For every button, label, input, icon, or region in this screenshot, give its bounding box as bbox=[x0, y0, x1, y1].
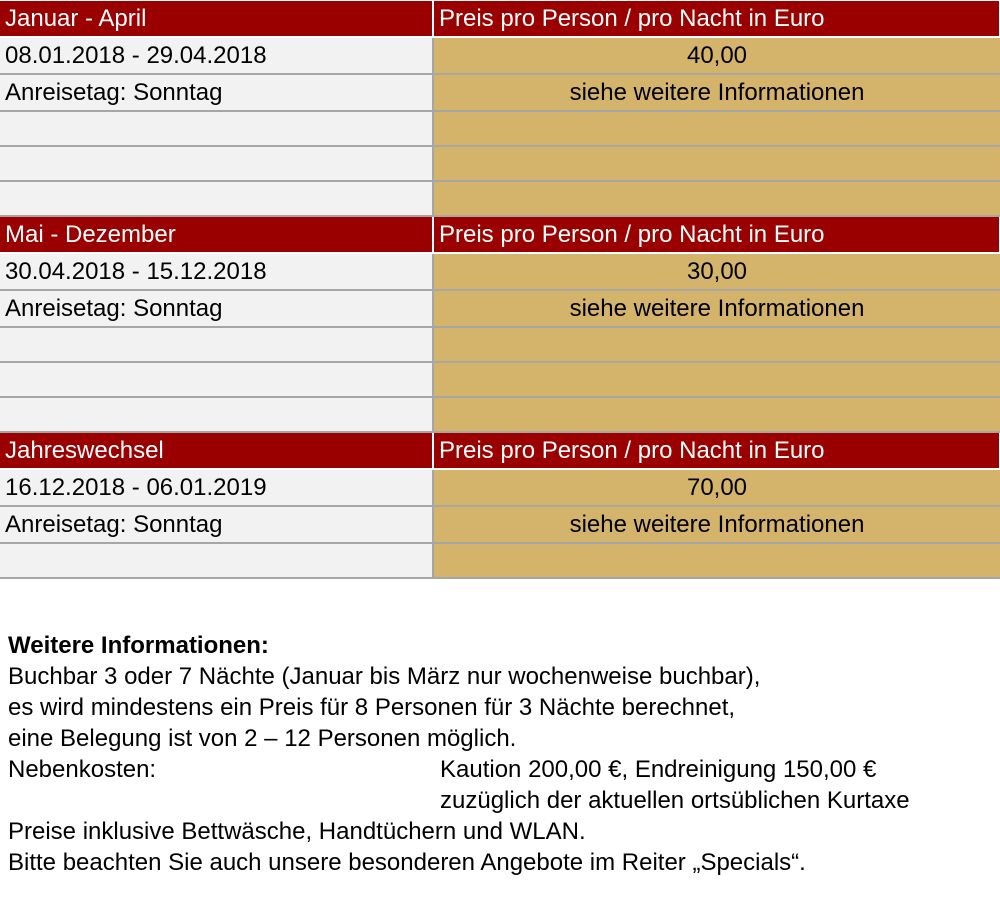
extra-costs-row bbox=[8, 785, 988, 816]
info-line: eine Belegung ist von 2 – 12 Personen möglich. bbox=[8, 725, 517, 752]
info-heading: Weitere Informationen: bbox=[8, 632, 269, 659]
table-row bbox=[0, 111, 1000, 146]
arrival-day-cell: Anreisetag: Sonntag bbox=[0, 506, 433, 543]
empty-cell bbox=[0, 181, 433, 216]
empty-cell bbox=[0, 146, 433, 181]
info-reference-cell: siehe weitere Informationen bbox=[433, 290, 1000, 327]
price-cell: 70,00 bbox=[433, 469, 1000, 506]
empty-cell bbox=[0, 362, 433, 397]
empty-cell bbox=[433, 181, 1000, 216]
empty-cell bbox=[0, 327, 433, 362]
section-title: Mai - Dezember bbox=[0, 216, 433, 253]
additional-info bbox=[8, 630, 988, 878]
info-line: Preise inklusive Bettwäsche, Handtüchern und WLAN. bbox=[8, 818, 586, 845]
price-cell: 30,00 bbox=[433, 253, 1000, 290]
empty-cell bbox=[0, 397, 433, 432]
table-row bbox=[0, 543, 1000, 578]
section-title: Januar - April bbox=[0, 1, 433, 38]
empty-cell bbox=[433, 362, 1000, 397]
date-range-cell: 16.12.2018 - 06.01.2019 bbox=[0, 469, 433, 506]
info-reference-cell: siehe weitere Informationen bbox=[433, 506, 1000, 543]
section-title: Jahreswechsel bbox=[0, 432, 433, 469]
empty-cell bbox=[433, 146, 1000, 181]
section-header-row bbox=[0, 432, 1000, 469]
info-line: Bitte beachten Sie auch unsere besonderen Angebote im Reiter „Specials“. bbox=[8, 849, 806, 876]
section-header-row bbox=[0, 216, 1000, 253]
info-line: Buchbar 3 oder 7 Nächte (Januar bis März nur wochenweise buchbar), bbox=[8, 663, 761, 690]
price-header: Preis pro Person / pro Nacht in Euro bbox=[433, 432, 1000, 469]
empty-cell bbox=[0, 111, 433, 146]
arrival-day-cell: Anreisetag: Sonntag bbox=[0, 290, 433, 327]
empty-cell bbox=[433, 111, 1000, 146]
table-row bbox=[0, 362, 1000, 397]
empty-cell bbox=[0, 543, 433, 578]
table-row bbox=[0, 253, 1000, 290]
table-row bbox=[0, 327, 1000, 362]
info-reference-cell: siehe weitere Informationen bbox=[433, 74, 1000, 111]
price-header: Preis pro Person / pro Nacht in Euro bbox=[433, 216, 1000, 253]
price-header: Preis pro Person / pro Nacht in Euro bbox=[433, 1, 1000, 38]
extra-costs-value: zuzüglich der aktuellen ortsüblichen Kurtaxe bbox=[440, 787, 910, 814]
table-row bbox=[0, 397, 1000, 432]
extra-costs-value: Kaution 200,00 €, Endreinigung 150,00 € bbox=[440, 756, 877, 783]
arrival-day-cell: Anreisetag: Sonntag bbox=[0, 74, 433, 111]
empty-cell bbox=[433, 397, 1000, 432]
table-row bbox=[0, 74, 1000, 111]
table-row bbox=[0, 146, 1000, 181]
empty-cell bbox=[433, 327, 1000, 362]
table-row bbox=[0, 469, 1000, 506]
table-row bbox=[0, 37, 1000, 74]
date-range-cell: 08.01.2018 - 29.04.2018 bbox=[0, 37, 433, 74]
extra-costs-row bbox=[8, 754, 988, 785]
table-row bbox=[0, 290, 1000, 327]
date-range-cell: 30.04.2018 - 15.12.2018 bbox=[0, 253, 433, 290]
empty-cell bbox=[433, 543, 1000, 578]
extra-costs-label: Nebenkosten: bbox=[8, 756, 157, 783]
table-row bbox=[0, 181, 1000, 216]
table-row bbox=[0, 506, 1000, 543]
price-cell: 40,00 bbox=[433, 37, 1000, 74]
section-header-row bbox=[0, 1, 1000, 38]
info-line: es wird mindestens ein Preis für 8 Personen für 3 Nächte berechnet, bbox=[8, 694, 736, 721]
